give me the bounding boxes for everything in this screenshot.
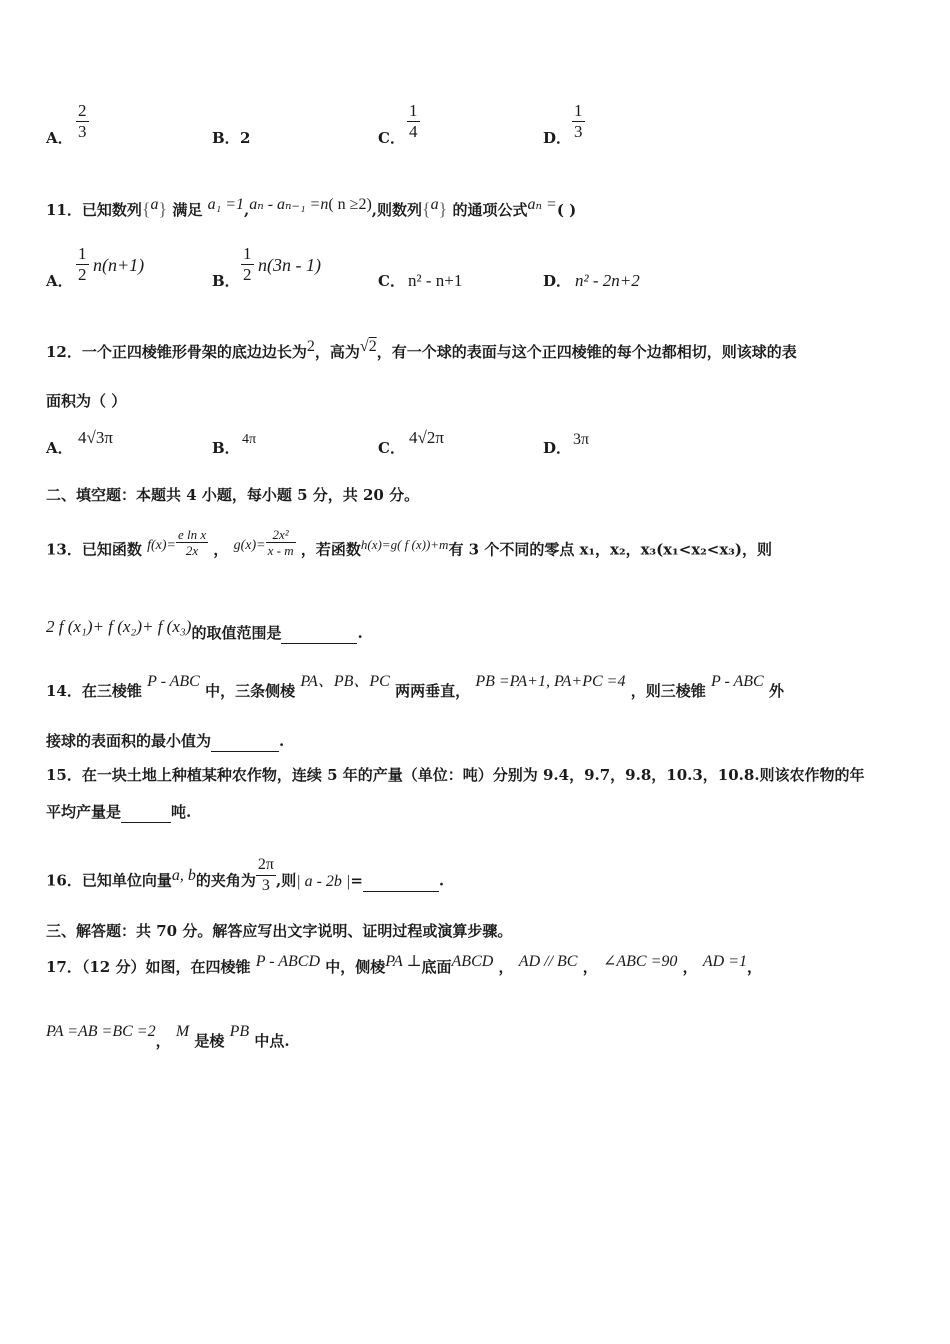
q11-d-expression: n² - 2n+2 [575,271,640,290]
q14-answer-blank[interactable] [211,731,279,752]
q16-angle-fraction [256,855,276,896]
q15-stem-line-1: 15．在一块土地上种植某种农作物，连续 5 年的产量（单位：吨）分别为 9.4，9.7，9.8，10.3，10.8.则该农作物的年 [46,766,865,784]
q17-text-3: 底面 [421,958,452,976]
q10-c-numerator: 1 [409,101,418,120]
q11-cond-1: a₁ =1 [207,196,244,213]
q11-seq-a-2: a [430,196,439,213]
q11-seq2-brace-left: { [422,199,431,219]
q16-text-4: = [350,871,363,890]
q16-angle-denominator: 3 [256,875,276,896]
q17-pa-perp: PA ⊥ [385,953,422,970]
q11-target: aₙ = [527,196,557,213]
q17-angle: ∠ABC =90 [602,953,678,970]
q11-cond-3: ( n ≥2) [328,196,372,213]
q13-comma: ， [213,540,229,559]
q14-stem-line-2 [46,731,284,752]
q12-stem-line-1 [46,338,797,363]
q11-b-denominator: 2 [243,265,252,284]
q16-text-3: ,则 [275,871,297,890]
q17-comma-2: ， [582,958,598,976]
q12-text-3: ，有一个球的表面与这个正四棱锥的每个边都相切，则该球的表 [376,343,797,361]
q12-height-value: 2 [368,338,377,355]
q16-answer-blank[interactable] [363,871,439,892]
q12-a-expression: 4√3π [78,428,113,447]
q14-pyramid: P - ABC [147,673,200,690]
q13-f-lhs: f(x)= [147,537,176,553]
q13-f-fraction [176,527,208,558]
q14-edges: PA、PB、PC [300,673,390,690]
q10-d-numerator: 1 [574,101,583,120]
q17-text-4: 是棱 [194,1032,225,1050]
q12-b-expression: 4π [242,432,257,447]
q13-f-numerator: e ln x [177,527,207,542]
q11-cond-2: aₙ - aₙ₋₁ =n [249,196,329,213]
q17-text-2: 中，侧棱 [325,958,386,976]
section-3-heading: 三、解答题：共 70 分。解答应写出文字说明、证明过程或演算步骤。 [46,922,513,940]
q15-answer-blank[interactable] [121,802,171,823]
q10-option-b-label: B． [212,129,240,147]
q13-text-3: 有 3 个不同的零点 x₁，x₂，x₃(x₁<x₂<x₃)，则 [448,540,772,559]
q11-b-fraction [241,244,254,285]
q14-text-4: ，则三棱锥 [630,682,706,700]
q13-expression-2: 2 f (x₁)+ f (x₂)+ f (x₃) [46,617,192,636]
q14-text-3: 两两垂直， [395,682,471,700]
q10-c-denominator: 4 [409,122,418,141]
q13-text-2: ，若函数 [300,540,361,559]
q11-a-fraction [76,244,89,285]
q17-pyramid: P - ABCD [255,953,321,970]
q11-a-numerator: 1 [78,244,87,263]
q13-end: . [357,624,363,642]
q12-c-expression: 4√2π [409,428,444,447]
q12-option-b-label: B． [212,439,240,457]
q13-g-denominator: x - m [267,543,294,558]
q12-stem-line-2: 面积为（ ） [46,392,127,410]
q12-option-d-label: D． [543,439,572,457]
q10-option-c-label: C． [378,129,405,147]
q13-stem-line-2 [46,617,363,644]
q10-option-a-label: A． [46,129,73,147]
q11-text-3: ,则数列 [371,201,423,219]
q13-g-numerator: 2x² [272,527,289,542]
q11-option-d-label: D． [543,272,572,290]
q13-g-fraction [266,527,296,558]
q17-comma-1: ， [498,958,514,976]
q17-base: ABCD [451,953,494,970]
sqrt-icon: √ [359,338,369,355]
q10-option-a-fraction [76,101,89,142]
q17-comma-4: ， [746,958,762,976]
q14-text-2: 中，三条侧棱 [205,682,296,700]
q14-condition: PB =PA+1, PA+PC =4 [475,673,626,690]
q11-paren: ( ) [556,201,577,219]
q10-a-denominator: 3 [78,122,87,141]
q14-text-5: 外 [768,682,784,700]
q16-end: . [438,871,445,890]
q16-vectors: a, b [171,866,196,884]
q16-expression: | a - 2b | [296,872,351,890]
q14-text-1: 14．在三棱锥 [46,682,142,700]
q16-stem [46,856,445,902]
q15-stem-line-2 [46,802,191,823]
q10-d-denominator: 3 [574,122,583,141]
q11-c-expression: n² - n+1 [408,271,463,290]
q17-stem-line-2 [46,1023,290,1052]
q11-seq2-brace-right: } [438,199,448,219]
q11-option-b-label: B． [212,272,240,290]
q11-stem: 11．已知数列{a} 满足 a₁ =1,aₙ - aₙ₋₁ =n( n ≥2),则数列{a} 的通项公式aₙ =( ) [46,196,577,219]
q12-text-1: 12．一个正四棱锥形骨架的底边边长为 [46,343,307,361]
q17-point-m: M [175,1023,190,1040]
q17-parallel: AD // BC [518,953,578,970]
q11-b-numerator: 1 [243,244,252,263]
q10-option-b-value: 2 [240,129,251,147]
q16-angle-numerator: 2π [257,856,274,873]
q12-height [360,338,377,355]
q14-end: . [279,732,285,750]
q10-a-numerator: 2 [78,101,87,120]
q11-seq-a: a [150,196,159,213]
q17-equalities: PA =AB =BC =2 [46,1023,156,1040]
q11-option-c-label: C． [378,272,405,290]
q12-option-c-label: C． [378,439,405,457]
q16-text-1: 16．已知单位向量 [46,871,172,890]
q13-text-1: 13．已知函数 [46,540,142,559]
q11-option-a-label: A． [46,272,73,290]
q10-option-c-fraction [407,101,420,142]
q11-text-2: 满足 [172,201,203,219]
q10-option-d-fraction [572,101,585,142]
q12-option-a-label: A． [46,439,73,457]
q17-comma-3: ， [682,958,698,976]
q14-text-6: 接球的表面积的最小值为 [46,732,212,750]
q13-answer-blank[interactable] [281,623,357,644]
q11-text-4: 的通项公式 [452,201,528,219]
q13-f-denominator: 2x [176,542,208,558]
q12-d-expression: 3π [573,431,590,448]
q10-option-d-label: D． [543,129,572,147]
q17-comma-5: ， [155,1032,171,1050]
q13-text-4: 的取值范围是 [191,624,282,642]
q11-a-expression: n(n+1) [93,255,145,275]
section-2-heading: 二、填空题：本题共 4 小题，每小题 5 分，共 20 分。 [46,486,420,504]
q17-text-5: 中点. [254,1032,290,1050]
q11-seq-brace-right: } [158,199,168,219]
q17-edge-pb: PB [229,1023,250,1040]
q15-text-2: 平均产量是 [46,803,122,821]
q17-ad: AD =1 [702,953,747,970]
q17-stem-line-1 [46,953,762,978]
q11-seq-brace-left: { [141,199,151,219]
q14-stem-line-1 [46,673,784,702]
q11-text-1: 11．已知数列 [46,201,142,219]
q12-base: 2 [306,338,315,355]
q17-text-1: 17．（12 分）如图，在四棱锥 [46,958,251,976]
q12-text-2: ，高为 [314,343,360,361]
q11-b-expression: n(3n - 1) [258,255,321,275]
q16-text-2: 的夹角为 [195,871,256,890]
q11-a-denominator: 2 [78,265,87,284]
q13-h-expression: h(x)=g( f (x))+m [360,536,449,552]
q14-pyramid-2: P - ABC [710,673,764,690]
q13-stem-line-1 [46,527,772,566]
q13-g-lhs: g(x)= [233,537,266,553]
q15-end: 吨. [171,803,192,821]
